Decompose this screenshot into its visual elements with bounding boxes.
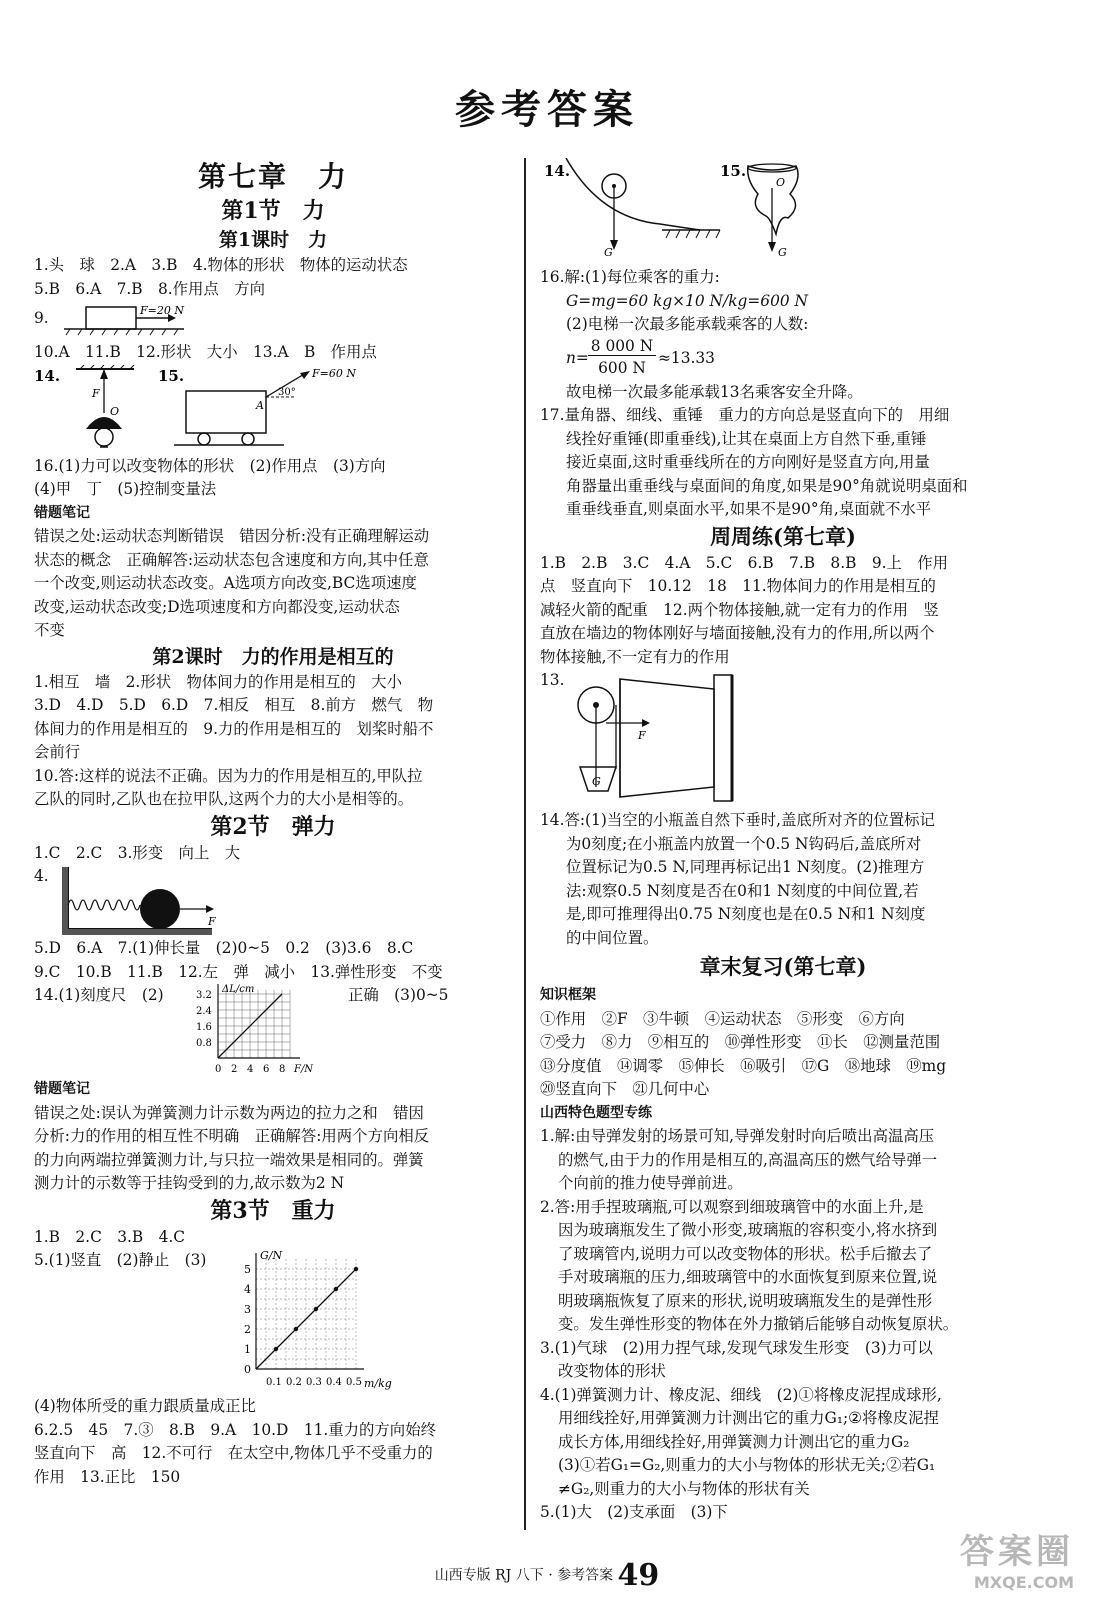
page-number: 49 [617, 1558, 660, 1593]
spring-diagram [62, 865, 262, 937]
answer-line: 体间力的作用是相互的 9.力的作用是相互的 划桨时船不 [34, 719, 434, 738]
answer-line: ①作用 ②F ③牛顿 ④运动状态 ⑤形变 ⑥方向 [540, 1009, 905, 1028]
tick-label: 0 [215, 1064, 222, 1075]
question-number: 15. [720, 162, 747, 180]
answer-line: 4. [34, 867, 49, 885]
note-line: 错误之处:运动状态判断错误 错因分析:没有正确理解运动 [34, 527, 430, 545]
note-line: 不变 [34, 621, 65, 639]
note-line: 改变,运动状态改变;D选项速度和方向都没变,运动状态 [34, 597, 400, 616]
note-line: 状态的概念 正确解答:运动状态包含速度和方向,其中任意 [34, 550, 429, 569]
note-line: 测力计的示数等于挂钩受到的力,故示数为2 N [34, 1174, 345, 1192]
force-label: F [638, 729, 646, 742]
answer-line: 为0刻度;在小瓶盖内放置一个0.5 N钩码后,盖底所对 [566, 834, 922, 853]
force-diagrams [34, 365, 512, 455]
answer-line: 17.量角器、细线、重锤 重力的方向总是竖直向下的 用细 [540, 406, 950, 424]
force-diagram [64, 301, 264, 341]
axis-label: ΔL/cm [222, 984, 255, 995]
extension-graph [190, 984, 340, 1078]
answer-line: 乙队的同时,乙队也在拉甲队,这两个力的大小是相等的。 [34, 790, 414, 808]
answer-line: 1.C 2.C 3.形变 向上 大 [34, 843, 241, 862]
answer-line: 故电梯一次最多能承载13名乘客安全升降。 [566, 382, 863, 401]
question-number: 14. [544, 162, 571, 180]
answer-line: (4)甲 丁 (5)控制变量法 [34, 480, 217, 498]
gravity-diagrams [540, 158, 1026, 258]
answer-line: 13. [540, 671, 565, 689]
fraction-numerator: 8 000 N [588, 337, 656, 356]
watermark-title: 答案圈 [960, 1532, 1074, 1572]
axis-label: m/kg [364, 1377, 392, 1390]
answer-line: 法:观察0.5 N刻度是否在0和1 N刻度的中间位置,若 [566, 881, 919, 900]
answer-line: (2)电梯一次最多能承载乘客的人数: [566, 315, 809, 333]
figure-13 [540, 669, 1026, 809]
tick-label: 1 [244, 1343, 251, 1356]
answer-line: 1.B 2.B 3.C 4.A 5.C 6.B 7.B 8.B 9.上 作用 [540, 553, 949, 572]
answer-line: 5.(1)大 (2)支承面 (3)下 [540, 1503, 728, 1521]
answer-line: 接近桌面,这时重垂线所在的方向刚好是竖直方向,用量 [566, 453, 930, 471]
answer-line: 5.B 6.A 7.B 8.作用点 方向 [34, 279, 265, 298]
answer-line: 改变物体的形状 [558, 1362, 666, 1380]
tick-label: 0.5 [346, 1377, 362, 1388]
answer-line: 成长方体,用细线拴好,用弹簧测力计测出它的重力G₂ [558, 1432, 910, 1451]
answer-line: 9. [34, 309, 49, 327]
note-title: 错题笔记 [34, 504, 90, 521]
answer-line: 变。发生弹性形变的物体在外力撤销后能够自动恢复原状。 [558, 1315, 959, 1333]
angle-label: 30° [278, 386, 296, 398]
answer-line: 减轻火箭的配重 12.两个物体接触,就一定有力的作用 竖 [540, 600, 939, 619]
review-heading: 章末复习(第七章) [699, 954, 867, 979]
answer-line: 明玻璃瓶恢复了原来的形状,说明玻璃瓶发生的是弹性形 [558, 1291, 933, 1310]
page-footer [0, 1558, 1094, 1593]
answer-line: 正确 (3)0~5 [348, 986, 449, 1004]
answer-line: 3.(1)气球 (2)用力捏气球,发现气球发生形变 (3)力可以 [540, 1338, 933, 1357]
tick-label: 2 [231, 1064, 238, 1075]
figure-graph-1 [34, 984, 512, 1078]
tick-label: 6 [263, 1064, 270, 1075]
fraction-line [540, 337, 1026, 381]
lesson-heading: 第2课时 力的作用是相互的 [152, 645, 394, 668]
subsection-title: 山西特色题型专练 [540, 1104, 652, 1121]
watermark [960, 1524, 1074, 1592]
answer-line: ⑳竖直向下 ㉑几何中心 [540, 1080, 710, 1098]
tick-label: 5 [244, 1263, 251, 1276]
note-line: 分析:力的作用的相互性不明确 正确解答:用两个方向相反 [34, 1127, 430, 1145]
answer-line: 了玻璃管内,说明力可以改变物体的形状。松手后撤去了 [558, 1244, 933, 1263]
answer-line: 竖直向下 高 12.不可行 在太空中,物体几乎不受重力的 [34, 1444, 433, 1462]
answer-line: 重垂线垂直,则桌面水平,如果不是90°角,桌面就不水平 [566, 500, 932, 518]
axis-label: G/N [260, 1249, 283, 1262]
note-title: 错题笔记 [34, 1081, 90, 1097]
force-label: G [604, 246, 613, 258]
tick-label: 0.3 [306, 1377, 322, 1388]
answer-line: 点 竖直向下 10.12 18 11.物体间力的作用是相互的 [540, 577, 936, 595]
wall-diagram [576, 669, 776, 809]
answer-line: 用细线拴好,用弹簧测力计测出它的重力G₁;②将橡皮泥捏 [558, 1409, 939, 1427]
question-number: 14. [34, 366, 61, 385]
answer-line: 14.(1)刻度尺 (2) [34, 986, 164, 1004]
tick-label: 0.4 [326, 1377, 342, 1388]
answer-line: 6.2.5 45 7.③ 8.B 9.A 10.D 11.重力的方向始终 [34, 1420, 436, 1439]
tick-label: 2 [244, 1323, 251, 1336]
figure-14-15-right [540, 158, 1026, 258]
answer-line: 因为玻璃瓶发生了微小形变,玻璃瓶的容积变小,将水挤到 [558, 1221, 938, 1239]
question-number: 15. [158, 366, 185, 385]
note-line: 一个改变,则运动状态改变。A选项方向改变,BC选项速度 [34, 574, 417, 592]
answer-line: 16.(1)力可以改变物体的形状 (2)作用点 (3)方向 [34, 456, 386, 475]
figure-9 [34, 301, 512, 341]
left-column [34, 158, 512, 1489]
force-label: F [92, 386, 100, 400]
force-label: F=20 N [140, 304, 184, 317]
tick-label: 4 [247, 1064, 254, 1075]
answer-line: 的中间位置。 [566, 928, 659, 947]
answer-line: 1.B 2.C 3.B 4.C [34, 1227, 186, 1246]
answer-line: 5.(1)竖直 (2)静止 (3) [34, 1251, 207, 1269]
point-label: O [776, 176, 786, 189]
figure-graph-2 [34, 1249, 512, 1395]
footer-text: 山西专版 RJ 八下 · 参考答案 [434, 1567, 614, 1584]
answer-line: 10.答:这样的说法不正确。因为力的作用是相互的,甲队拉 [34, 766, 423, 785]
answer-line: (4)物体所受的重力跟质量成正比 [34, 1397, 256, 1415]
answer-line: 手对玻璃瓶的压力,细玻璃管中的水面恢复到原来位置,说 [558, 1268, 938, 1286]
force-label: F [208, 915, 216, 928]
answer-line: 1.相互 墙 2.形状 物体间力的作用是相互的 大小 [34, 672, 402, 691]
tick-label: 0.1 [266, 1377, 282, 1388]
tick-label: 4 [244, 1283, 251, 1296]
note-line: 错误之处:误认为弹簧测力计示数为两边的拉力之和 错因 [34, 1103, 424, 1122]
answer-line: 3.D 4.D 5.D 6.D 7.相反 相互 8.前方 燃气 物 [34, 696, 434, 714]
tick-label: 3 [244, 1303, 251, 1316]
answer-line: ⑦受力 ⑧力 ⑨相互的 ⑩弹性形变 ⑪长 ⑫测量范围 [540, 1033, 941, 1051]
answer-line: 1.解:由导弹发射的场景可知,导弹发射时向后喷出高温高压 [540, 1127, 935, 1145]
tick-label: 3.2 [196, 990, 212, 1001]
point-label: A [256, 398, 264, 412]
point-label: O [110, 404, 120, 418]
section-heading: 第2节 弹力 [210, 813, 336, 840]
fraction-denominator: 600 N [598, 358, 646, 377]
answer-line: 16.解:(1)每位乘客的重力: [540, 268, 720, 286]
answer-line: 的燃气,由于力的作用是相互的,高温高压的燃气给导弹一 [558, 1150, 938, 1169]
force-label: G [592, 775, 601, 788]
tick-label: 0 [244, 1363, 251, 1376]
tick-label: 8 [279, 1064, 286, 1075]
section-heading: 第1节 力 [221, 198, 325, 224]
subsection-title: 知识框架 [540, 987, 596, 1003]
page-title: 参考答案 [455, 86, 639, 133]
answer-line: G=mg=60 kg×10 N/kg=600 N [566, 291, 809, 310]
answer-line: 1.头 球 2.A 3.B 4.物体的形状 物体的运动状态 [34, 256, 408, 274]
axis-label: F/N [294, 1064, 314, 1075]
force-label: G [778, 246, 787, 258]
answer-line: 4.(1)弹簧测力计、橡皮泥、细线 (2)①将橡皮泥捏成球形, [540, 1385, 942, 1404]
answer-line: 角器量出重垂线与桌面间的角度,如果是90°角就说明桌面和 [566, 476, 968, 495]
column-divider [524, 158, 526, 1530]
lesson-heading: 第1课时 力 [218, 229, 328, 251]
answer-line: 是,即可推理得出0.75 N刻度也是在0.5 N和1 N刻度 [566, 905, 926, 923]
figure-14-15 [34, 365, 512, 455]
answer-line: 个向前的推力使导弹前进。 [558, 1174, 743, 1192]
fraction-result: ≈13.33 [658, 348, 715, 367]
answer-line: 5.D 6.A 7.(1)伸长量 (2)0~5 0.2 (3)3.6 8.C [34, 939, 414, 957]
answer-line: 2.答:用手捏玻璃瓶,可以观察到细玻璃管中的水面上升,是 [540, 1197, 924, 1216]
right-column [540, 158, 1026, 1525]
answer-line: 直放在墙边的物体刚好与墙面接触,没有力的作用,所以两个 [540, 624, 935, 642]
answer-line: 物体接触,不一定有力的作用 [540, 647, 730, 666]
answer-line: 作用 13.正比 150 [34, 1467, 181, 1486]
watermark-url: MXQE.COM [973, 1573, 1074, 1592]
gravity-graph [224, 1249, 404, 1395]
figure-spring [34, 865, 512, 937]
answer-line: (3)①若G₁=G₂,则重力的大小与物体的形状无关;②若G₁ [558, 1456, 936, 1474]
fraction-prefix: n= [566, 348, 589, 367]
answer-line: 会前行 [34, 743, 81, 761]
tick-label: 0.2 [286, 1377, 302, 1388]
tick-label: 1.6 [196, 1022, 212, 1033]
answer-line: 9.C 10.B 11.B 12.左 弹 减小 13.弹性形变 不变 [34, 962, 443, 981]
tick-label: 2.4 [196, 1006, 212, 1017]
section-heading: 第3节 重力 [210, 1197, 336, 1224]
answer-line: ≠G₂,则重力的大小与物体的形状有关 [558, 1479, 810, 1498]
tick-label: 0.8 [196, 1038, 212, 1049]
answer-line: 线拴好重锤(即重垂线),让其在桌面上方自然下垂,重锤 [566, 429, 927, 448]
answer-line: 10.A 11.B 12.形状 大小 13.A B 作用点 [34, 343, 377, 361]
note-line: 的力向两端拉弹簧测力计,与只拉一端效果是相同的。弹簧 [34, 1150, 424, 1169]
chapter-heading: 第七章 力 [197, 160, 348, 193]
answer-line: 位置标记为0.5 N,同理再标记出1 N刻度。(2)推理方 [566, 858, 925, 876]
force-label: F=60 N [312, 366, 356, 380]
weekly-heading: 周周练(第七章) [710, 523, 856, 549]
answer-line: ⑬分度值 ⑭调零 ⑮伸长 ⑯吸引 ⑰G ⑱地球 ⑲mg [540, 1056, 947, 1075]
answer-line: 14.答:(1)当空的小瓶盖自然下垂时,盖底所对齐的位置标记 [540, 811, 935, 829]
